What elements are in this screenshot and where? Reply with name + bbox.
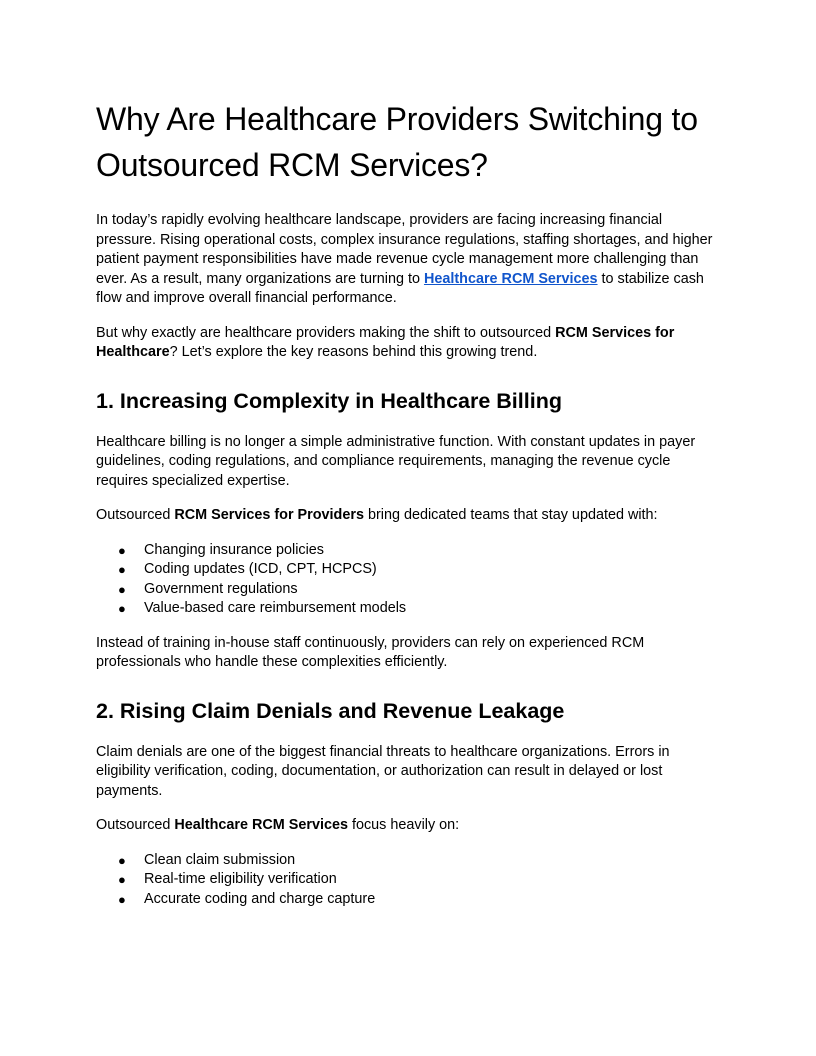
intro-paragraph-2 — [96, 324, 726, 363]
list-item — [96, 541, 726, 561]
intro-paragraph-1 — [96, 211, 726, 309]
list-item-text: Real-time eligibility verification — [144, 871, 337, 887]
document-page — [96, 96, 726, 924]
list-item — [96, 560, 726, 580]
intro-p1-text: In today’s rapidly evolving healthcare landscape, providers are facing increasing financial pressure. Rising operational costs, complex insurance regulations, staffing shortages, and higher patient payment responsibilities have made revenue cycle management more challenging than ever. As a result, many organizations are turning to — [96, 212, 713, 287]
s2-p2-before: Outsourced — [96, 817, 175, 833]
document-title: Why Are Healthcare Providers Switching to Outsourced RCM Services? — [96, 101, 698, 183]
intro-p2-after: ? Let’s explore the key reasons behind this growing trend. — [169, 344, 538, 360]
healthcare-rcm-services-link[interactable]: Healthcare RCM Services — [423, 270, 598, 287]
list-item — [96, 851, 726, 871]
section-1-paragraph-2 — [96, 506, 726, 526]
section-1-bullet-list — [96, 541, 726, 619]
intro-p2-before: But why exactly are healthcare providers making the shift to outsourced — [96, 324, 556, 341]
section-2-bullet-list — [96, 851, 726, 910]
list-item-text: Clean claim submission — [144, 851, 296, 868]
bullet-icon: ● — [118, 891, 126, 907]
s1-p2-bold: RCM Services for Providers — [174, 507, 364, 523]
list-item-text: Changing insurance policies — [144, 541, 324, 558]
s1-p2-before: Outsourced — [96, 507, 175, 523]
section-1-paragraph-1: Healthcare billing is no longer a simple administrative function. With constant updates in payer guidelines, coding regulations, and compliance requirements, managing the revenue cycle requires specialized expertise. — [96, 433, 696, 489]
section-2-heading: 2. Rising Claim Denials and Revenue Leakage — [96, 698, 565, 723]
s2-p2-bold: Healthcare RCM Services — [174, 817, 348, 833]
list-item — [96, 599, 726, 619]
s1-p2-after: bring dedicated teams that stay updated with: — [363, 507, 658, 523]
s2-p2-after: focus heavily on: — [347, 817, 460, 833]
section-2-paragraph-1: Claim denials are one of the biggest financial threats to healthcare organizations. Errors in eligibility verification, coding, documentation, or authorization can result in delayed or lost payments. — [96, 743, 670, 799]
section-1-paragraph-3: Instead of training in-house staff continuously, providers can rely on experienced RCM professionals who handle these complexities efficiently. — [96, 634, 645, 670]
section-2-paragraph-2 — [96, 816, 726, 836]
bullet-icon: ● — [118, 562, 126, 577]
bullet-icon: ● — [118, 542, 126, 558]
intro-p2-bold: RCM Services for Healthcare — [96, 324, 675, 360]
list-item-text: Government regulations — [144, 580, 298, 597]
intro-p1-after: to stabilize cash flow and improve overall financial performance. — [96, 270, 704, 306]
list-item-text: Accurate coding and charge capture — [144, 890, 376, 907]
list-item — [96, 890, 726, 910]
bullet-icon: ● — [118, 872, 126, 887]
bullet-icon: ● — [118, 581, 126, 597]
list-item — [96, 580, 726, 600]
bullet-icon: ● — [118, 852, 126, 868]
list-item — [96, 870, 726, 890]
list-item-text: Coding updates (ICD, CPT, HCPCS) — [144, 561, 377, 577]
section-1-heading: 1. Increasing Complexity in Healthcare Billing — [96, 388, 562, 413]
list-item-text: Value-based care reimbursement models — [144, 600, 407, 616]
bullet-icon: ● — [118, 601, 126, 616]
